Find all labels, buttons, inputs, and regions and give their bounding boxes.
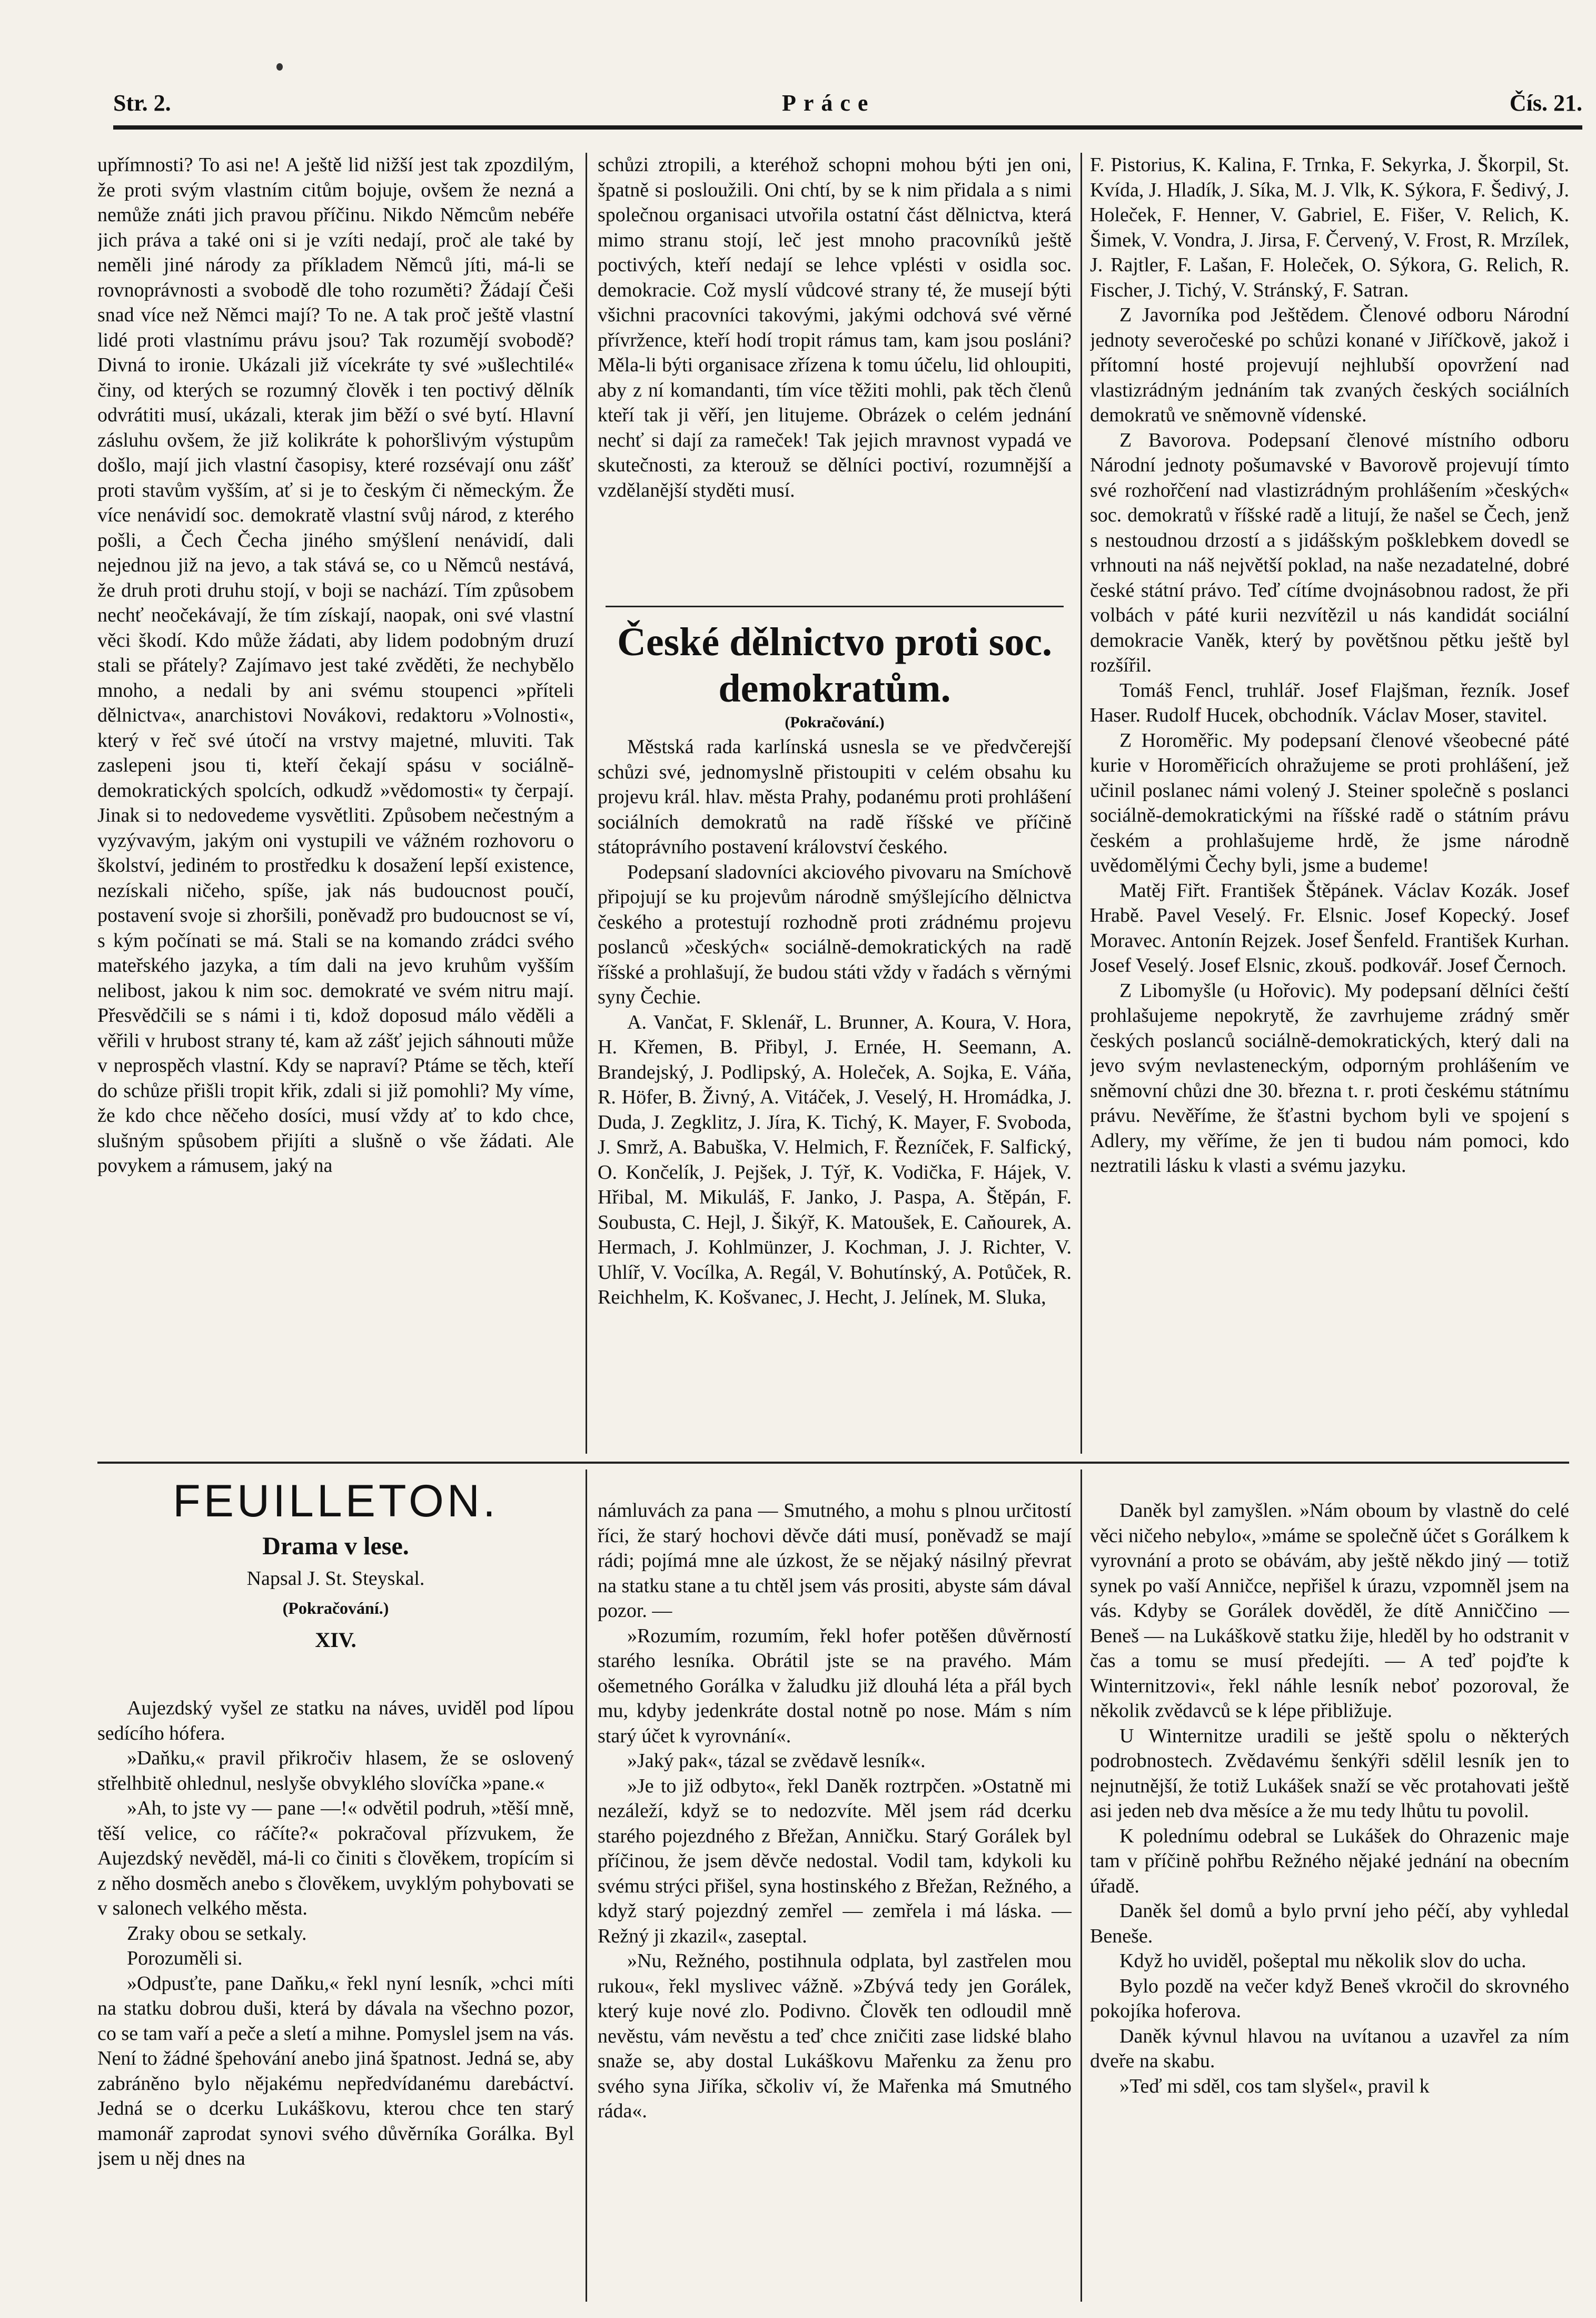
paragraph: »Je to již odbyto«, řekl Daněk roztrpčen. »Ostatně mi nezáleží, když se to nedozvíte. Měl jsem rád dcerku starého pojezdného z Břežan, Anničku. Starý Gorálek byl příčinou, že jsem děvče nedostal. Vodil tam, kdykoli ku svému strýci přišel, syna hostinského z Břežan, Režného, a když starý pojezdný zemřel — zemřela i má láska. — Režný ji zkazil«, zaseptal. [598, 1774, 1072, 1947]
column-2 [598, 153, 1072, 600]
page-number: Str. 2. [113, 90, 171, 116]
signatures: Tomáš Fencl, truhlář. Josef Flajšman, řezník. Josef Haser. Rudolf Hucek, obchodník. Václav Moser, stavitel. [1090, 679, 1569, 726]
paragraph: »Rozumím, rozumím, řekl hofer potěšen důvěrností starého lesníka. Obrátil jste se na pravého. Mám ošemetného Gorálka v žaludku již dlouhá léta a přál bych mu, kdyby jedenkráte dostal notně po nose. Mám s ním starý účet k vyrovnání«. [598, 1624, 1072, 1747]
article-title: České dělnictvo proti soc. demokratům. [617, 620, 1053, 711]
story-author: Napsal J. St. Steyskal. [246, 1567, 425, 1590]
column-divider [586, 153, 587, 1454]
paragraph: upřímnosti? To asi ne! A ještě lid nižší jest tak zpozdilým, že proti svým vlastním citům bojuje, ovšem že nezná a nemůže znáti jich pravou příčinu. Nikdo Němcům nebéře jich práva a také oni si je vzíti nedají, proč ale také by neměli jiné národy za příkladem Němců jíti, má-li se rovnoprávnosti a svobodě dle toho rozuměti? Žádají Češi snad více než Němci mají? To ne. A tak proč ještě vlastní lidé proti vlastnímu právu jsou? Tak rozumějí svobodě? Divná to ironie. Ukázali již vícekráte ty své »ušlechtilé« činy, od kterých se rozumný člověk i ten poctivý dělník odvrátiti musí, ukázali, kterak jim běží o své bytí. Hlavní zásluhu ovšem, že již kolikráte k pohoršlivým výstupům došlo, mají jich vlastní časopisy, které rozsévají onu zášť proti stavům vyšším, ať si je to českým či německým. Že více nenávidí soc. demokratě vlastní svůj národ, z kterého pošli, a Čech Čecha jiného smýšlení nenávidí, dali nejednou již na jevo, a tak stává se, co u Němců nestává, že druh proti druhu stojí, v boji se nachází. Tím způsobem nechť neočekávají, že tím získají, naopak, oni své vlastní věci škodí. Kdo může žádati, aby lidem podobným druzí stali se přátely? Zajímavo jest také zvěděti, že nechybělo mnoho, a nedali by ani svému stoupenci »příteli dělnictva«, anarchistovi Novákovi, redaktoru »Volnosti«, který v řeč své útočí na vrstvy majetné, mluviti. Tak zaslepeni jsou ti, kteří čekají spásu v sociálně-demokratických spolcích, odkudž »vědomosti« ty čerpají. Jinak si to nedovedeme vysvětliti. Způsobem nečestným a vyzývavým, jakým oni vystupili ve vážném rozhovoru o školství, jediném to prostředku k dosažení lepší existence, nezískali ničeho, spíše, jak nás budoucnost poučí, postavení svoje si zhoršili, poněvadž pro budoucnost se ví, s kým počínati se má. Stali se na komando zrádci svého mateřského jazyka, a tím dali na jevo kruhům vyšším nelibost, jakou k nim soc. demokraté ve svém nitru mají. Přesvědčili se s námi i ti, kdož doposud málo věděli a věřili v hrubost strany té, kam až zášť jejich sáhnouti může v neprospěch vlastní. Kdy se napraví? Ptáme se těch, kteří do schůze přišli tropit křik, zdali si již pomohli? My víme, že kdo chce něčeho dosíci, musí vždy ať to kdo chce, slušným spůsobem přijíti a slušně o vše žádati. Ale povykem a rámusem, jaký na [97, 154, 574, 1177]
newspaper-title: Práce [782, 90, 876, 116]
issue-number: Čís. 21. [1509, 90, 1582, 116]
article-rule [606, 606, 1064, 607]
punch-hole [276, 63, 283, 71]
paragraph: Daněk šel domů a bylo první jeho péčí, aby vyhledal Beneše. [1090, 1900, 1569, 1947]
paragraph: K polednímu odebral se Lukášek do Ohrazenic maje tam v příčině pohřbu Režného nějaké jednání na obecním úřadě. [1090, 1824, 1569, 1897]
paragraph: Aujezdský vyšel ze statku na náves, uviděl pod lípou sedícího hófera. [97, 1697, 574, 1744]
paragraph: Porozuměli si. [127, 1947, 243, 1969]
feuilleton-column-2 [598, 1498, 1072, 2302]
paragraph: Z Horoměřic. My podepsaní členové všeobecné páté kurie v Horoměřicích ohražujeme se proti prohlášení, jež učinil poslanec námi volený J. Steiner společně s poslanci sociálně-demokratickými na říšské radě o státním právu českém a prohlašujeme hrdě, že jsme národně uvědomělými Čechy byli, jsme a budeme! [1090, 729, 1569, 876]
feuilleton-title: FEUILLETON. [173, 1476, 499, 1526]
article-body [598, 735, 1072, 1454]
signatures: F. Pistorius, K. Kalina, F. Trnka, F. Sekyrka, J. Škorpil, St. Kvída, J. Hladík, J. Síka, M. J. Vlk, K. Sýkora, F. Šedivý, J. Holeček, F. Henner, V. Gabriel, E. Fišer, V. Relich, K. Šimek, V. Vondra, J. Jirsa, F. Červený, V. Frost, R. Mrzílek, J. Rajtler, F. Lašan, F. Holeček, O. Sýkora, G. Relich, R. Fischer, J. Tichý, V. Stránský, F. Satran. [1090, 154, 1569, 301]
paragraph: Zraky obou se setkaly. [127, 1922, 307, 1945]
paragraph: Městská rada karlínská usnesla se ve předvčerejší schůzi své, jednomyslně přistoupiti v celém obsahu ku projevu král. hlav. města Prahy, podanému proti prohlášení sociálních demokratů na radě říšské ve příčině státoprávního postavení království českého. [598, 736, 1072, 858]
paragraph: Z Libomyšle (u Hořovic). My podepsaní dělníci čeští prohlašujeme nepokrytě, že zavrhujeme zrádný směr českých poslanců sociálně-demokratických, který dali na jevo svým nevlasteneckým, odporným prohlášením ve sněmovní chůzi dne 30. března t. r. proti českému státnímu právu. Nevěříme, že šťastni bychom byli ve spojení s Adlery, my věříme, že jen ti budou nám pomoci, kdo neztratili lásku k vlasti a svému jazyku. [1090, 979, 1569, 1177]
paragraph: »Daňku,« pravil přikročiv hlasem, že se oslovený střelhbitě ohlednul, neslyše obvyklého slovíčka »pane.« [97, 1747, 574, 1794]
column-divider [1080, 1469, 1082, 2302]
paragraph: »Odpusťte, pane Daňku,« řekl nyní lesník, »chci míti na statku dobrou duši, která by dávala na všechno pozor, co se tam vaří a peče a sletí a mihne. Pomyslel jsem na vás. Není to žádné špehování anebo jiná špatnost. Jedná se, aby zabráněno bylo nějakému nepředvídanému darebáctví. Jedná se o dcerku Lukáškovu, kterou chce ten starý mamonář zaprodat synovi svého důvěrníka Gorálka. Byl jsem u něj dnes na [97, 1972, 574, 2169]
paragraph: U Winternitze uradili se ještě spolu o některých podrobnostech. Zvědavému šenkýři sdělil lesník jen to nejnutnější, že totiž Lukášek snaží se věc protahovati ještě asi jeden neb dva měsíce a že mu tedy lhůtu tu povolil. [1090, 1724, 1569, 1822]
paragraph: »Ah, to jste vy — pane —!« odvětil podruh, »těší mně, těší velice, co ráčíte?« pokračoval přízvukem, že Aujezdský nevěděl, má-li co činiti s člověkem, tropícím si z něho dosměch anebo s člověkem, uvyklým pohybovati se v salonech velkého města. [97, 1797, 574, 1919]
paragraph: schůzi ztropili, a kteréhož schopni mohou býti jen oni, špatně si posloužili. Oni chtí, by se k nim přidala a s nimi společnou organisaci utvořila ostatní část dělnictva, která mimo stranu stojí, leč jest mnoho pracovníků ještě poctivých, kteří nedají se lehce vplésti v osidla soc. demokracie. Což myslí vůdcové strany té, že musejí býti všichni pracovníci takovými, jakými odchová své věrné přívržence, kteří hodí tropit rámus tam, kam jsou posláni? Měla-li býti organisace zřízena k tomu účelu, lid ohloupiti, aby z ní komandanti, tím více těžiti mohli, pak těch členů kteří tak ji věří, jen litujeme. Obrázek o celém jednání nechť si dají za rameček! Tak jejich mravnost vypadá ve skutečnosti, za kterouž se dělníci poctiví, rozumnější a vzdělanější styděti musí. [598, 154, 1072, 501]
column-1 [97, 153, 574, 1454]
signatures: A. Vančat, F. Sklenář, L. Brunner, A. Koura, V. Hora, H. Křemen, B. Přibyl, J. Ernée, H. Seemann, A. Brandejský, J. Podlipský, A. Holeček, A. Sojka, E. Váňa, R. Höfer, B. Živný, A. Vitáček, J. Veselý, H. Hromádka, J. Duda, J. Zegklitz, J. Jíra, K. Tichý, K. Mayer, F. Svoboda, J. Smrž, A. Babuška, V. Helmich, F. Řezníček, F. Salfický, O. Končelík, J. Pejšek, J. Týř, K. Vodička, F. Hájek, V. Hřibal, M. Mikuláš, F. Janko, J. Paspa, A. Štěpán, F. Soubusta, C. Hejl, J. Šikýř, K. Matoušek, E. Caňourek, A. Hermach, J. Kohlmünzer, J. Kochman, J. J. Richter, V. Uhlíř, V. Vocílka, A. Regál, V. Bohutínský, A. Potůček, R. Reichhelm, K. Košvanec, J. Hecht, J. Jelínek, M. Sluka, [598, 1011, 1072, 1308]
paragraph: »Nu, Režného, postihnula odplata, byl zastřelen mou rukou«, řekl myslivec vážně. »Zbývá tedy jen Gorálek, který kuje nové zlo. Podivno. Člověk ten odloudil mně nevěstu, vám nevěstu a teď chce zničiti zase lidské blaho snaže se, aby dostal Lukáškovu Mařenku za ženu pro svého syna Jiříka, sčkoliv ví, že Mařenka má Smutného ráda«. [598, 1950, 1072, 2122]
paragraph: Daněk kývnul hlavou na uvítanou a uzavřel za ním dveře na skabu. [1090, 2025, 1569, 2072]
paragraph: Z Bavorova. Podepsaní členové místního odboru Národní jednoty pošumavské v Bavorově projevují tímto své rozhořčení nad vlastizrádným prohlášením »českých« soc. demokratů v říšské radě a litují, že našel se Čech, jenž s nestoudnou drzostí a s jidášským pošklebkem dovedl se vrhnouti na náš největší poklad, na naše nezadatelné, dobré české státní právo. Teď cítíme dvojnásobnou radost, že při volbách v páté kurii nezvítězil u nás kandidát sociální demokracie Vaněk, který by povětšnou pětku ještě byl rozšířil. [1090, 429, 1569, 676]
column-3 [1090, 153, 1569, 1454]
feuilleton-column-1 [97, 1696, 574, 2302]
paragraph: námluvách za pana — Smutného, a mohu s plnou určitostí říci, že starý hochovi děvče dáti musí, poněvadž se mají rádi; pojímá mne ale úzkost, že se nějaký násilný převrat na statku stane a tu chtěl jsem vás prositi, abyste sám dával pozor. — [598, 1500, 1072, 1622]
story-continued: (Pokračování.) [282, 1599, 389, 1617]
chapter-number: XIV. [315, 1628, 356, 1652]
signatures: Matěj Fiřt. František Štěpánek. Václav Kozák. Josef Hrabě. Pavel Veselý. Fr. Elsnic. Josef Kopecký. Josef Moravec. Antonín Rejzek. Josef Šenfeld. František Kurhan. Josef Veselý. Josef Elsnic, zkouš. podkovář. Josef Černoch. [1090, 879, 1569, 976]
paragraph: Podepsaní sladovníci akciového pivovaru na Smíchově připojují se ku projevům národně smýšlejícího dělnictva českého a protestují rozhodně proti zrádnému projevu poslanců »českých« sociálně-demokratických na radě říšské a prohlašují, že budou státi vždy v řadách s věrnými syny Čechie. [598, 861, 1072, 1008]
feuilleton-column-3 [1090, 1498, 1569, 2302]
column-divider [1080, 153, 1082, 1454]
article-continued: (Pokračování.) [785, 714, 885, 731]
paragraph: Bylo pozdě na večer když Beneš vkročil do skrovného pokojíka hoferova. [1090, 1975, 1569, 2022]
paragraph: Když ho uviděl, pošeptal mu několik slov do ucha. [1119, 1950, 1526, 1972]
paragraph: »Jaký pak«, tázal se zvědavě lesník«. [627, 1750, 926, 1772]
paragraph: »Teď mi sděl, cos tam slyšel«, pravil k [1119, 2075, 1430, 2097]
paragraph: Daněk byl zamyšlen. »Nám oboum by vlastně do celé věci ničeho nebylo«, »máme se společně účet s Gorálkem k vyrovnání a proto se obávám, aby ještě někdo jiný — totiž synek po vaší Anničce, nepřišel k úrazu, vzpomněl jsem na vás. Kdyby se Gorálek dověděl, že dítě Anniččino — Beneš — na Lukáškově statku žije, hleděl by ho odstranit v čas a tomu se musí předejíti. — A teď pojďte k Winternitzovi«, řekl náhle lesník neboť pozoroval, že několik zvědavců se k lépe přibližuje. [1090, 1500, 1569, 1722]
column-divider [586, 1469, 587, 2302]
paragraph: Z Javorníka pod Ještědem. Členové odboru Národní jednoty severočeské po schůzi konané v Jiříčkově, jakož i přítomní hosté projevují nejhlubší opovržení nad vlastizrádným jednáním tak zvaných českých sociálních demokratů ve sněmovně vídenské. [1090, 304, 1569, 426]
story-title: Drama v lese. [262, 1532, 409, 1560]
feuilleton-rule [97, 1462, 1569, 1464]
page-header [113, 90, 1582, 126]
header-rule [113, 125, 1582, 130]
